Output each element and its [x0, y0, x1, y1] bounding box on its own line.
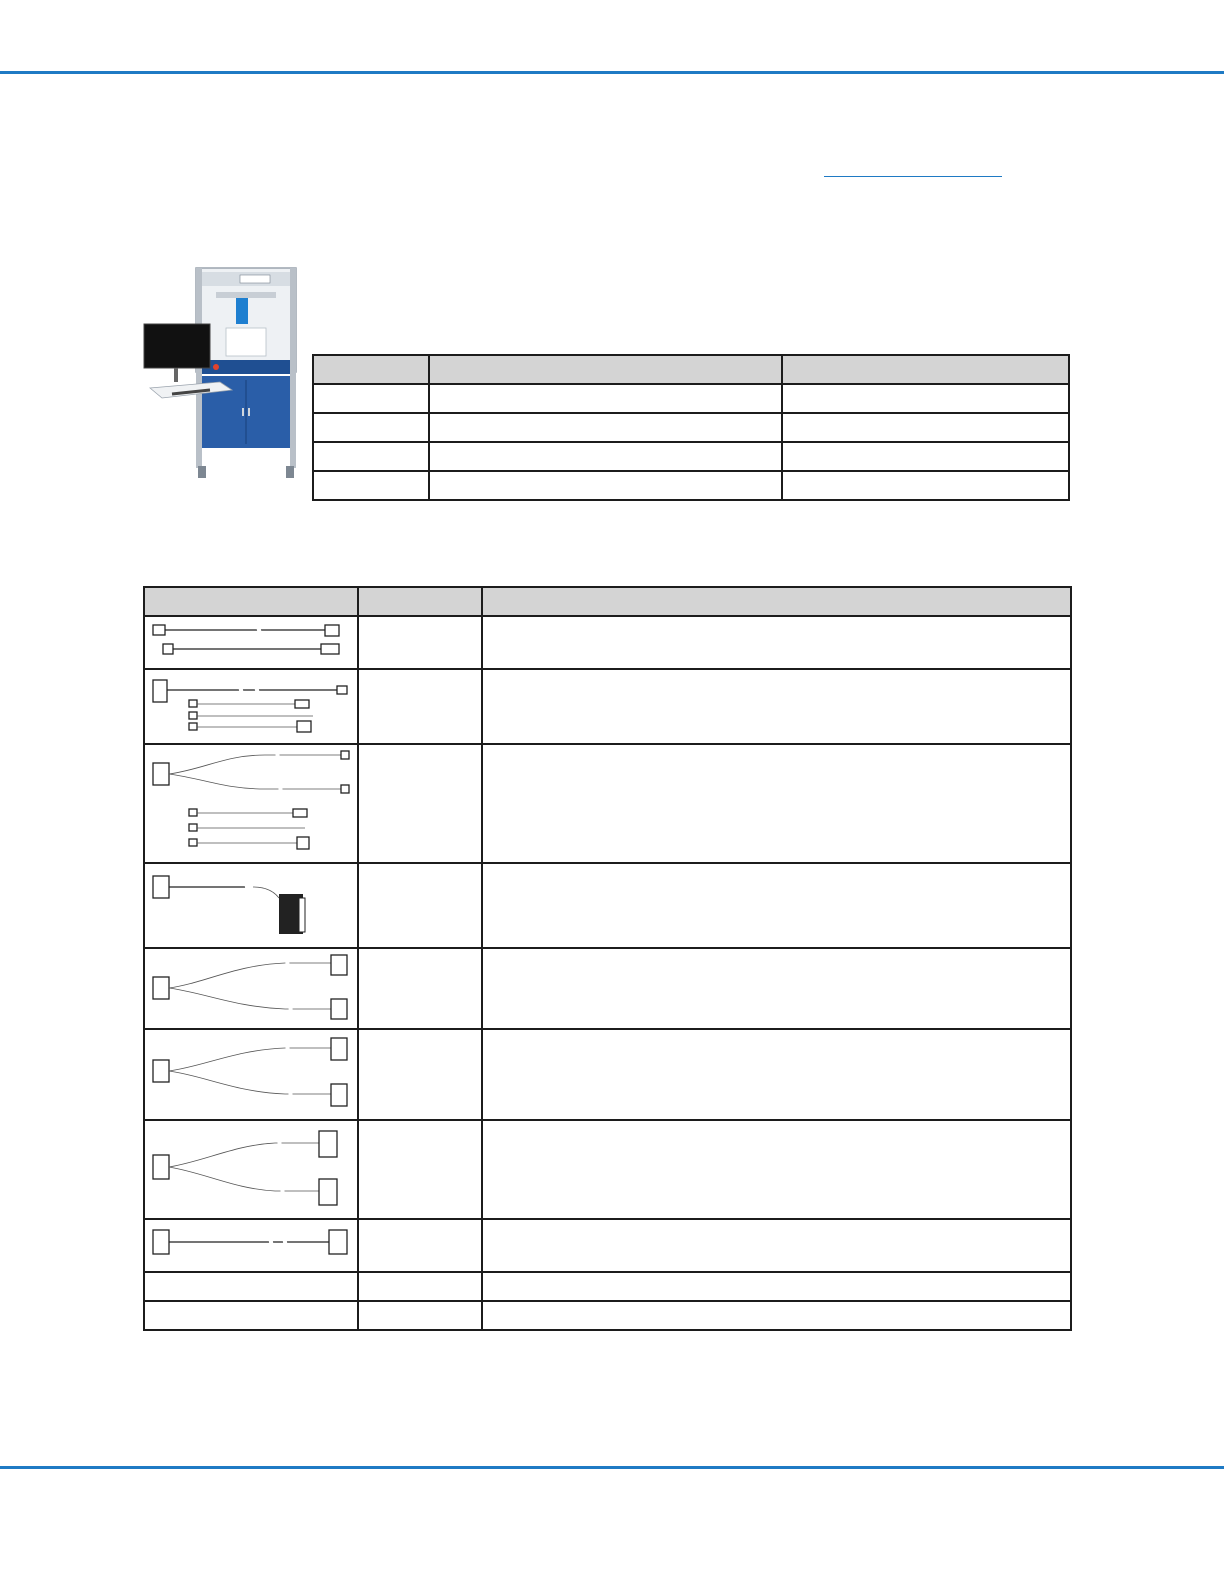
description-cell	[482, 744, 1071, 863]
table-row	[313, 413, 1069, 442]
image-cell	[144, 1272, 358, 1301]
part-number-cell	[358, 616, 482, 669]
table-row	[144, 1301, 1071, 1330]
image-cell	[144, 1301, 358, 1330]
spec-table	[312, 354, 1070, 501]
table-row	[144, 1219, 1071, 1272]
spec-cell	[313, 384, 429, 413]
cable-header-description	[482, 587, 1071, 616]
description-cell	[482, 948, 1071, 1029]
part-number-cell	[358, 744, 482, 863]
spec-cell	[429, 442, 782, 471]
description-cell	[482, 1272, 1071, 1301]
spec-cell	[313, 471, 429, 500]
y-cable-dual-db-large-icon	[144, 1120, 358, 1219]
spec-cell	[782, 442, 1069, 471]
db-to-db-extension-cable-icon	[144, 1219, 358, 1272]
description-cell	[482, 1301, 1071, 1330]
part-number-cell	[358, 669, 482, 744]
dispensing-robot-workstation-photo	[136, 262, 308, 490]
cable-header-part	[358, 587, 482, 616]
spec-cell	[429, 471, 782, 500]
part-number-cell	[358, 1120, 482, 1219]
table-row	[144, 1272, 1071, 1301]
spec-header-1	[313, 355, 429, 384]
part-number-cell	[358, 1219, 482, 1272]
description-cell	[482, 1219, 1071, 1272]
part-number-cell	[358, 948, 482, 1029]
description-cell	[482, 863, 1071, 948]
table-row	[144, 1120, 1071, 1219]
table-row	[144, 616, 1071, 669]
part-number-cell	[358, 1301, 482, 1330]
description-cell	[482, 1120, 1071, 1219]
table-row	[313, 471, 1069, 500]
part-number-cell	[358, 863, 482, 948]
cable-header-image	[144, 587, 358, 616]
table-row	[313, 384, 1069, 413]
spec-cell	[782, 471, 1069, 500]
spec-cell	[429, 413, 782, 442]
table-row	[144, 1029, 1071, 1120]
spec-header-2	[429, 355, 782, 384]
cable-table	[143, 586, 1072, 1331]
description-cell	[482, 1029, 1071, 1120]
table-row	[144, 744, 1071, 863]
spec-cell	[313, 413, 429, 442]
description-cell	[482, 669, 1071, 744]
spec-cell	[782, 413, 1069, 442]
spec-cell	[429, 384, 782, 413]
spec-header-3	[782, 355, 1069, 384]
table-row	[144, 669, 1071, 744]
y-cable-dual-db-dashed-icon	[144, 1029, 358, 1120]
spec-cell	[782, 384, 1069, 413]
table-row	[144, 863, 1071, 948]
footer-rule	[0, 1466, 1224, 1469]
description-cell	[482, 616, 1071, 669]
header-rule	[0, 71, 1224, 74]
db-connector-fanout-cable-icon	[144, 669, 358, 744]
straight-cable-pair-icon	[144, 616, 358, 669]
spec-cell	[313, 442, 429, 471]
part-number-cell	[358, 1272, 482, 1301]
table-row	[313, 442, 1069, 471]
table-row	[144, 948, 1071, 1029]
hyperlink-underline[interactable]	[824, 176, 1002, 177]
y-split-cable-with-adapters-icon	[144, 744, 358, 863]
db-to-terminal-block-cable-icon	[144, 863, 358, 948]
y-cable-dual-db-icon	[144, 948, 358, 1029]
part-number-cell	[358, 1029, 482, 1120]
